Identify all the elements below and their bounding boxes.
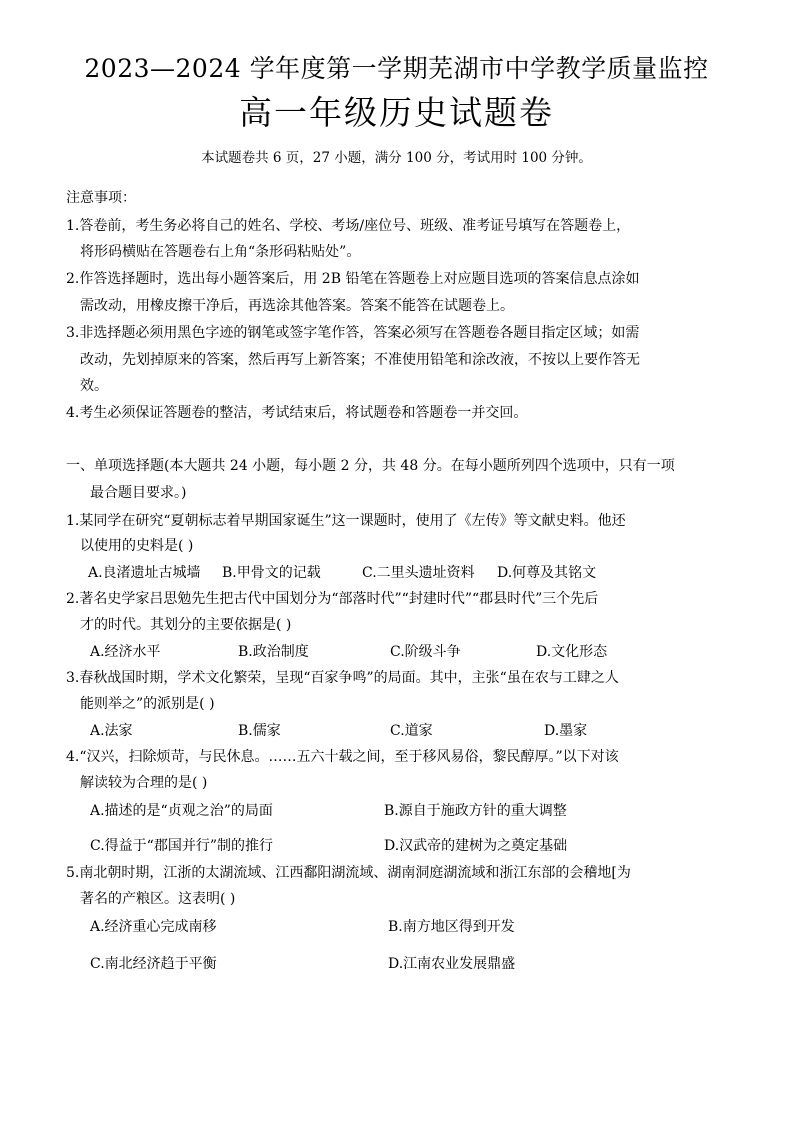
option-d: D.墨家 xyxy=(544,723,588,739)
exam-title-line1: 2023—2024 学年度第一学期芜湖市中学教学质量监控 xyxy=(84,54,709,83)
option-a: A.法家 xyxy=(90,723,133,739)
option-c: C.南北经济趋于平衡 xyxy=(90,956,217,972)
note-line: 2.作答选择题时，选出每小题答案后，用 2B 铅笔在答题卷上对应题目选项的答案信息点涂如 xyxy=(66,271,640,287)
option-b: B.儒家 xyxy=(238,723,281,739)
section-title-cont: 最合题目要求。) xyxy=(90,485,187,501)
question-stem: 5.南北朝时期，江浙的太湖流域、江西鄱阳湖流域、湖南洞庭湖流域和浙江东部的会稽地[为 xyxy=(66,865,631,881)
question-stem: 能则举之”的派别是( ) xyxy=(80,696,215,712)
option-c: C.道家 xyxy=(390,723,433,739)
note-line: 改动，先划掉原来的答案，然后再写上新答案；不准使用铅笔和涂改液，不按以上要作答无 xyxy=(80,352,640,368)
question-stem: 解读较为合理的是( ) xyxy=(80,775,208,791)
option-d: D.文化形态 xyxy=(536,644,608,660)
exam-info: 本试题卷共 6 页，27 小题，满分 100 分，考试用时 100 分钟。 xyxy=(201,150,592,166)
option-b: B.南方地区得到开发 xyxy=(388,919,515,935)
section-title: 一、单项选择题(本大题共 24 小题，每小题 2 分，共 48 分。在每小题所列四个选项中，只有一项 xyxy=(66,458,675,474)
note-line: 效。 xyxy=(80,378,108,394)
note-line: 将形码横贴在答题卷右上角“条形码粘贴处”。 xyxy=(80,244,361,260)
question-stem: 以使用的史料是( ) xyxy=(80,538,194,554)
note-line: 4.考生必须保证答题卷的整洁，考试结束后，将试题卷和答题卷一并交回。 xyxy=(66,405,528,421)
question-stem: 3.春秋战国时期，学术文化繁荣，呈现“百家争鸣”的局面。其中，主张“虽在农与工肆之人 xyxy=(66,670,619,686)
option-a: A.经济水平 xyxy=(90,644,161,660)
option-b: B.政治制度 xyxy=(238,644,309,660)
question-stem: 才的时代。其划分的主要依据是( ) xyxy=(80,617,292,633)
question-stem: 4.“汉兴，扫除烦苛，与民休息。……五六十载之间，至于移风易俗，黎民醇厚。”以下对该 xyxy=(66,749,619,765)
option-a: A.描述的是“贞观之治”的局面 xyxy=(90,803,273,819)
option-c: C.二里头遗址资料 xyxy=(362,565,475,581)
note-line: 需改动，用橡皮擦干净后，再选涂其他答案。答案不能答在试题卷上。 xyxy=(80,298,514,314)
note-line: 3.非选择题必须用黑色字迹的钢笔或签字笔作答，答案必须写在答题卷各题目指定区域；如需 xyxy=(66,325,640,341)
question-stem: 2.著名史学家吕思勉先生把古代中国划分为“部落时代”“封建时代”“郡县时代”三个先后 xyxy=(66,591,599,607)
option-a: A.经济重心完成南移 xyxy=(90,919,217,935)
option-d: D.何尊及其铭文 xyxy=(497,565,597,581)
question-stem: 1.某同学在研究“夏朝标志着早期国家诞生”这一课题时，使用了《左传》等文献史料。他还 xyxy=(66,513,626,529)
option-d: D.汉武帝的建树为之奠定基础 xyxy=(384,838,568,854)
option-a: A.良渚遗址古城墙 xyxy=(88,565,201,581)
option-b: B.甲骨文的记载 xyxy=(222,565,321,581)
option-d: D.江南农业发展鼎盛 xyxy=(388,956,516,972)
option-c: C.得益于“郡国并行”制的推行 xyxy=(90,838,273,854)
question-stem: 著名的产粮区。这表明( ) xyxy=(80,891,236,907)
option-c: C.阶级斗争 xyxy=(390,644,461,660)
notes-heading: 注意事项： xyxy=(66,190,136,206)
option-b: B.源自于施政方针的重大调整 xyxy=(384,803,567,819)
note-line: 1.答卷前，考生务必将自己的姓名、学校、考场/座位号、班级、准考证号填写在答题卷上， xyxy=(66,218,631,234)
exam-title-line2: 高一年级历史试题卷 xyxy=(239,93,554,132)
